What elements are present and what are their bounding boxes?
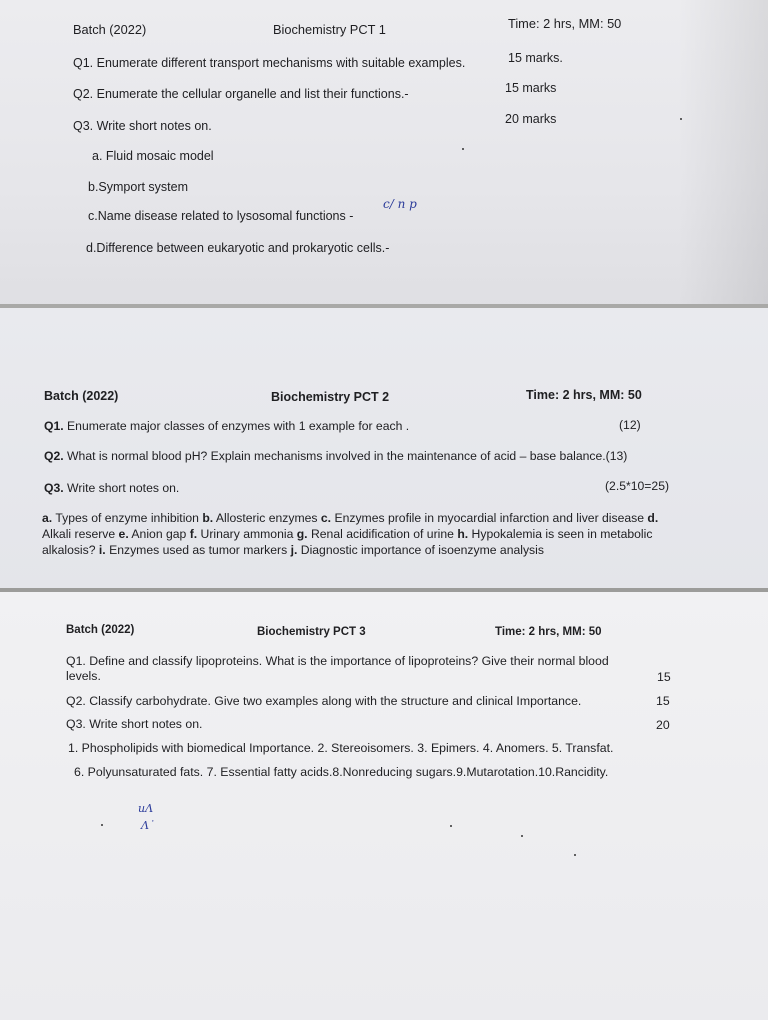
batch-label: Batch (2022) [44,389,119,403]
question-1-marks: (12) [619,418,641,432]
notes-line-2: 6. Polyunsaturated fats. 7. Essential fatty acids.8.Nonreducing sugars.9.Mutarotation.10.Rancidity. [74,765,609,779]
question-2: Q2. Enumerate the cellular organelle and list their functions.- [73,87,409,101]
speck [574,854,576,856]
handwritten-annotation: uΛ [138,802,154,815]
note-item: c.Name disease related to lysosomal functions - [88,209,354,223]
exam-time: Time: 2 hrs, MM: 50 [526,388,642,402]
speck [101,824,103,826]
exam-time: Time: 2 hrs, MM: 50 [495,626,602,638]
notes-line-1: 1. Phospholipids with biomedical Importance. 2. Stereoisomers. 3. Epimers. 4. Anomers. 5. Transfat. [68,741,614,755]
question-1: Q1. Define and classify lipoproteins. What is the importance of lipoproteins? Give their normal blood [66,654,609,668]
question-1: Q1. Enumerate different transport mechanisms with suitable examples. [73,56,466,70]
handwritten-annotation: Λ˙ [141,819,155,832]
exam-time: Time: 2 hrs, MM: 50 [508,16,622,31]
batch-label: Batch (2022) [66,624,135,636]
exam-sheet-pct3 [0,592,768,1020]
question-3: Q3. Write short notes on. [44,481,180,495]
question-2-marks: 15 [656,694,670,708]
speck [521,835,523,837]
exam-sheet-pct2 [0,308,768,592]
question-1-marks: 15 [657,670,671,684]
exam-title: Biochemistry PCT 2 [271,390,390,404]
question-2-marks: 15 marks [505,81,557,95]
handwritten-annotation: c/ n p [383,197,417,211]
question-3-marks: 20 marks [505,112,557,126]
speck [680,118,682,120]
speck [450,825,452,827]
question-1: Q1. Enumerate major classes of enzymes with 1 example for each . [44,419,410,433]
exam-title: Biochemistry PCT 3 [257,626,366,638]
note-item: b.Symport system [88,180,189,194]
question-3-marks: 20 [656,718,670,732]
question-3: Q3. Write short notes on. [66,717,203,731]
question-1-cont: levels. [66,669,101,683]
exam-sheet-pct1 [0,0,768,308]
exam-title: Biochemistry PCT 1 [273,22,386,37]
speck [462,148,464,150]
notes-line-1: a. Types of enzyme inhibition b. Allosteric enzymes c. Enzymes profile in myocardial infarction and liver disease d. [42,511,659,525]
notes-line-3: alkalosis? i. Enzymes used as tumor markers j. Diagnostic importance of isoenzyme analysis [42,543,544,557]
notes-line-2: Alkali reserve e. Anion gap f. Urinary ammonia g. Renal acidification of urine h. Hypokalemia is seen in metabolic [42,527,653,541]
note-item: a. Fluid mosaic model [92,149,214,163]
batch-label: Batch (2022) [73,22,147,37]
paper-shadow [678,0,768,308]
question-2: Q2. What is normal blood pH? Explain mechanisms involved in the maintenance of acid – base balance.(13) [44,449,628,463]
question-1-marks: 15 marks. [508,51,563,65]
note-item: d.Difference between eukaryotic and prokaryotic cells.- [86,241,390,255]
question-3: Q3. Write short notes on. [73,119,212,133]
question-2: Q2. Classify carbohydrate. Give two examples along with the structure and clinical Importance. [66,694,582,708]
question-3-marks: (2.5*10=25) [605,479,670,493]
